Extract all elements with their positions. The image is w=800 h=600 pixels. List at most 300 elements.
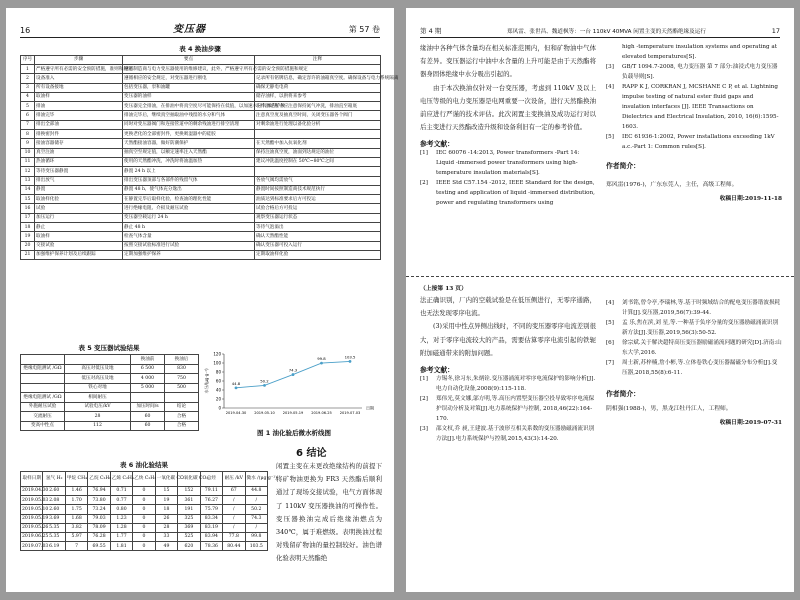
references-list	[420, 148, 596, 208]
table-cell: 静止 48 h	[123, 223, 255, 232]
reference-text: RAPP K J, CORKRAN J, MCSHANE C P, et al. Lightning impulse testing of natural ester fluid gaps and insulation interfaces [J]. IEEE Transactions on Dielectrics and Electrical Insulation, 2010, 16(6):1595-1603.	[622, 84, 779, 130]
references-list	[606, 298, 782, 378]
table-cell: 74.3	[245, 514, 267, 523]
table-cell: 确保无静电电荷	[255, 83, 381, 92]
y-axis-label: 水分/(μg·g⁻¹)	[204, 368, 209, 394]
table-cell: 0	[133, 542, 155, 551]
table-cell: 83.19	[200, 523, 222, 532]
table-row	[21, 148, 381, 157]
reference-text: 孟 乐,焦在滨,刘 星,等.一种基于负序分量的变压器励磁涌流识别新方法[J].变压器,2019,56(3):50-52.	[622, 320, 779, 336]
table-cell: 18	[155, 505, 177, 514]
table-cell: 14	[21, 185, 35, 194]
table-cell: 0	[133, 496, 155, 505]
x-tick-label: 2019.05.10	[254, 411, 275, 415]
table-cell: 排油完毕	[35, 111, 123, 120]
table-row	[21, 65, 381, 74]
table-cell: 1	[21, 65, 35, 74]
table-cell: 按照交接试验标准进行试验	[123, 241, 255, 250]
table-cell	[165, 393, 199, 403]
table-cell: 在天然酯中加入抗氧化剂	[255, 139, 381, 148]
table-cell: 0	[133, 532, 155, 541]
table-cell: 1.68	[65, 514, 87, 523]
table-header: 乙烯 C₂H₄	[110, 472, 132, 487]
table-cell: 取油样	[35, 232, 123, 241]
table-cell: 加压运行	[35, 213, 123, 222]
table-row	[21, 195, 381, 204]
table-cell: 定期加强维护保养	[123, 250, 255, 259]
reference-item	[420, 424, 596, 444]
table-cell: 静置 24 h 以上	[123, 167, 255, 176]
right-column-4	[606, 298, 782, 428]
right-column-3	[420, 284, 596, 444]
table-cell: 5.97	[65, 532, 87, 541]
right-column-1	[420, 42, 596, 208]
reference-text: 刘书铭,曾令亭,李瑞林,等.基于时频域结合的配电变压器谐波损耗计算[J].变压器,2019,56(7):39-44.	[622, 300, 781, 316]
table-cell: 28	[65, 412, 131, 422]
table-cell: 排油	[35, 102, 123, 111]
table-row	[21, 83, 381, 92]
data-label: 99.8	[317, 356, 326, 362]
author-heading: 作者简介：	[606, 390, 640, 398]
reference-number: [3]	[420, 426, 428, 433]
table6-caption: 表 6 油化验结果	[119, 461, 169, 469]
table-cell: 2	[21, 74, 35, 83]
table-cell: 绝缘电阻测试 /GΩ	[21, 364, 65, 374]
reference-text: high -temperature insulation systems and operating at elevated temperatures[S].	[622, 44, 777, 60]
table-row	[21, 102, 381, 111]
y-tick-label: 80	[215, 369, 221, 375]
reference-number: [1]	[420, 376, 428, 383]
table-row	[21, 241, 381, 250]
received-date: 收稿日期:2019-11-18	[719, 196, 782, 202]
reference-item	[606, 82, 782, 132]
table-cell: 26	[155, 514, 177, 523]
y-tick-label: 0	[218, 405, 221, 411]
reference-text: IEC 61936-1:2002, Power installations exceeding 1kV a.c.-Part 1: Common rules[S].	[622, 134, 775, 150]
table-cell: 83.34	[200, 514, 222, 523]
table-cell: 19	[155, 496, 177, 505]
table-cell: 等待气泡溢出	[255, 223, 381, 232]
table-row	[21, 542, 268, 551]
received-date: 收稿日期:2019-07-31	[719, 420, 782, 426]
table-header: 二氧化碳 CO₂	[178, 472, 200, 487]
page-header	[20, 22, 380, 38]
table-header: 注释	[255, 56, 381, 65]
table-cell: 在排油过程中应注意保持氮气冲洗，排油直至箱底	[255, 102, 381, 111]
author-heading: 作者简介：	[606, 162, 640, 170]
table-cell: 排出全部油	[35, 120, 123, 129]
table-cell: 试验	[35, 204, 123, 213]
data-label: 103.5	[344, 354, 356, 360]
reference-item	[606, 338, 782, 358]
table-cell: 遵循制造商与电力变压器使用的维修建议，此外，严格遵守所有必需的安全预防措施和规定	[123, 65, 255, 74]
table-header	[21, 355, 65, 365]
table-cell: 3	[21, 83, 35, 92]
body-paragraph: 由于本次换油仅针对一台变压器，考虑到 110kV 及以上电压等级的电力变压器是电网重要一次设备，进行天然酯换油前应进行严谨的技术评估。此次闲置主变换油及成功运行对以后主变进行天然酯改造升级和设备利旧有一定的参考价值。	[420, 83, 596, 132]
table-cell: 325	[178, 514, 200, 523]
table-header: 序号	[21, 56, 35, 65]
reference-number: [5]	[606, 320, 614, 326]
table-cell: 外施耐压试验	[21, 402, 65, 412]
reference-item	[420, 148, 596, 178]
y-tick-label: 100	[213, 360, 221, 366]
table-cell: 同时对变压器阀门和连接管道中的剩余残油进行排空清理	[123, 120, 255, 129]
volume-label: 第 57 卷	[348, 25, 380, 34]
table-cell: 112	[65, 421, 131, 431]
table-cell	[255, 130, 381, 139]
table-row	[21, 213, 381, 222]
table-cell: 2.60	[43, 487, 65, 496]
table-cell: 10	[21, 148, 35, 157]
table-cell: 交接试验	[35, 241, 123, 250]
table-cell: 静止	[35, 223, 123, 232]
table-cell: 152	[178, 487, 200, 496]
table-row	[21, 532, 268, 541]
reference-number: [4]	[606, 84, 614, 90]
table-cell: 结论	[165, 402, 199, 412]
table-cell: 15	[21, 195, 35, 204]
table-cell: 60	[131, 421, 165, 431]
table-header: 要点	[123, 56, 255, 65]
reference-item	[420, 394, 596, 424]
table-cell: 78.36	[200, 542, 222, 551]
table-cell: 80.44	[223, 542, 245, 551]
table-row	[21, 496, 268, 505]
table-cell: 77.8	[223, 532, 245, 541]
reference-item	[606, 42, 782, 62]
reference-item	[606, 318, 782, 338]
table-cell: 所有设备接地	[35, 83, 123, 92]
table-cell: 79.03	[88, 514, 110, 523]
table-cell: 73.80	[88, 496, 110, 505]
table-cell: 铁心对地	[65, 383, 131, 393]
reference-item	[606, 298, 782, 318]
x-tick-label: 2019.06.25	[311, 411, 332, 415]
x-tick-label: 2019.07.03	[339, 411, 361, 415]
reference-number: [4]	[606, 300, 614, 306]
table-cell: 1.23	[110, 514, 132, 523]
table-cell: 361	[178, 496, 200, 505]
table-row	[21, 185, 381, 194]
table-cell: 369	[178, 523, 200, 532]
table-cell	[255, 167, 381, 176]
reference-number: [5]	[606, 134, 614, 140]
table-cell: 检查气体含量	[123, 232, 255, 241]
table-cell: 0	[133, 523, 155, 532]
table-row	[21, 487, 268, 496]
reference-text: 周士新,苏梓楠,詹小彬,等.立体卷铁心变压器漏磁分布分析[J].变压器,2018,55(8):6-11.	[622, 360, 778, 376]
table-cell: 1.70	[65, 496, 87, 505]
table-row	[21, 421, 199, 431]
page-number: 16	[20, 26, 31, 35]
table-cell: 4 000	[131, 374, 165, 384]
table-cell: 103.5	[245, 542, 267, 551]
table-cell: 确认天然酯性能	[255, 232, 381, 241]
table-row	[21, 130, 381, 139]
table-cell: 191	[178, 505, 200, 514]
table-cell: /	[223, 505, 245, 514]
table-cell: 60	[131, 412, 165, 422]
table-cell: 67	[223, 487, 245, 496]
table-cell: 2019.05.19	[21, 514, 43, 523]
data-point	[292, 373, 295, 376]
table-header: 换油后	[165, 355, 199, 365]
table-cell: 49	[155, 542, 177, 551]
reference-text: 徐宗斌.关于解决超特高压变压器励磁涌流问题的研究[D].济南:山东大学,2016.	[622, 340, 782, 356]
table-cell: 合格	[165, 412, 199, 422]
reference-text: GB/T 1094.7-2008, 电力变压器 第 7 部分:油浸式电力变压器负载导则[S].	[622, 64, 778, 80]
table-row	[21, 505, 268, 514]
table-header: 一氧化碳 CO	[155, 472, 177, 487]
x-axis-label: 日期	[366, 405, 374, 411]
data-point	[320, 362, 323, 365]
table4	[20, 55, 399, 260]
table-cell: 设备准入	[35, 74, 123, 83]
data-label: 74.3	[288, 367, 298, 373]
table-header: 甲烷 CH₄	[65, 472, 87, 487]
table-cell: 包括变压器，泵和油罐	[123, 83, 255, 92]
table4-caption: 表 4 换油步骤	[179, 45, 221, 53]
table-row	[21, 523, 268, 532]
table-cell: 2019.07.03	[21, 542, 43, 551]
table-cell: 17	[21, 213, 35, 222]
table-cell: 遵循相应的安全规定，对变压器进行断电	[123, 74, 255, 83]
table-cell: 更换老化的全部密封件，更换吸湿器中的硅胶	[123, 130, 255, 139]
table-cell: 750	[165, 374, 199, 384]
table-cell: 5	[21, 102, 35, 111]
figure1	[202, 346, 386, 426]
table-header: 耐压 /kV	[223, 472, 245, 487]
table-cell: 50.2	[245, 505, 267, 514]
table-row	[21, 139, 381, 148]
x-tick-label: 2019.04.30	[225, 411, 247, 415]
table-cell: 76.94	[88, 487, 110, 496]
moisture-line-chart	[202, 346, 386, 426]
table-cell: 620	[178, 542, 200, 551]
reference-item	[606, 132, 782, 152]
table-cell: 500	[165, 383, 199, 393]
table-cell: 取油样化验	[35, 195, 123, 204]
right-column-2	[606, 42, 782, 204]
table-cell: 12	[21, 167, 35, 176]
table5-caption: 表 5 变压器试验结果	[78, 344, 140, 352]
page-header	[420, 22, 780, 38]
table-cell: 19	[21, 232, 35, 241]
table5	[20, 354, 199, 431]
table-cell: 0.80	[110, 505, 132, 514]
table-cell: 18	[21, 223, 35, 232]
section-heading: 6 结论	[296, 448, 327, 459]
article-separator	[406, 276, 794, 277]
table-header	[65, 355, 131, 365]
issue-label: 第 4 期	[420, 27, 442, 35]
table-cell: 4	[21, 92, 35, 101]
journal-logo: 变压器	[172, 24, 206, 35]
table-cell: 对剩余油进行处理以备化验分析	[255, 120, 381, 129]
left-page	[6, 8, 399, 592]
table-cell: 5 000	[131, 383, 165, 393]
table-cell: 取油样	[35, 92, 123, 101]
table-cell: 1.46	[65, 487, 87, 496]
table-header: 乙烷 C₂H₆	[88, 472, 110, 487]
table-cell: 确认变压器可投入运行	[255, 241, 381, 250]
reference-number: [6]	[606, 340, 614, 346]
table-cell: 热油循环	[35, 157, 123, 166]
table-cell: 2019.05.26	[21, 523, 43, 532]
table-cell: 83.94	[200, 532, 222, 541]
table-cell: 静置	[35, 185, 123, 194]
table-cell: 静置 48 h，使气体充分逸出	[123, 185, 255, 194]
table-cell: 保持注油真空度，油面到达规定的油位	[255, 148, 381, 157]
table-cell: 2019.04.30	[21, 487, 43, 496]
table-cell: 记录所有铭牌信息，确定容许的油箱真空度。确保设备与电力系统隔离	[255, 74, 381, 83]
table-cell: 0	[133, 514, 155, 523]
running-title: 郑风雷、张世昌、魏道枫等：一台 110kV 40MVA 闲置主变的天然酯绝缘及运行	[507, 29, 706, 35]
table-cell: 油质达到标准要求后方可投运	[255, 195, 381, 204]
table-cell: /	[245, 523, 267, 532]
y-tick-label: 120	[213, 351, 221, 357]
reference-item	[420, 178, 596, 208]
table-cell	[21, 383, 65, 393]
figure1-caption: 图 1 油化验后微水析线图	[256, 429, 332, 437]
data-point	[349, 360, 352, 363]
table-cell: 加强维护保养计划及后续跟踪	[35, 250, 123, 259]
table-cell: 7	[21, 120, 35, 129]
table-cell: 变压器完全排油，在排油中将真空度尽可能保持在低值，以加速水分气体的扩散	[123, 102, 255, 111]
table-cell: 2.60	[43, 505, 65, 514]
table-cell: 2019.05.10	[21, 505, 43, 514]
table-cell: 排换密封件	[35, 130, 123, 139]
table-cell: 0	[133, 505, 155, 514]
table-row	[21, 204, 381, 213]
table-row	[21, 92, 381, 101]
reference-item	[420, 374, 596, 394]
table-cell: 99.8	[245, 532, 267, 541]
table-cell: 1.77	[110, 532, 132, 541]
table-cell: 注意真空度及抽真空时间，关闭变压器各个阀门	[255, 111, 381, 120]
y-tick-label: 40	[215, 387, 221, 393]
table-cell: 830	[165, 364, 199, 374]
table-cell: 变高中性点	[21, 421, 65, 431]
table-cell: 排出放气	[35, 176, 123, 185]
x-tick-label: 2019.05.19	[282, 411, 304, 415]
table-cell: 6.19	[43, 542, 65, 551]
table-cell: 6 500	[131, 364, 165, 374]
references-list	[420, 374, 596, 444]
table-cell: 定期取油样化验	[255, 250, 381, 259]
table-row	[21, 402, 199, 412]
table-cell: 78.09	[88, 523, 110, 532]
table-cell: 525	[178, 532, 200, 541]
table-cell: 0.77	[110, 496, 132, 505]
table-cell: 8	[21, 130, 35, 139]
reference-number	[606, 42, 622, 62]
table-cell: 绝缘电阻测试 /GΩ	[21, 393, 65, 403]
y-tick-label: 60	[215, 378, 221, 384]
reference-text: 方锡冬,徐习东,朱炳铨.变压器涌流对零序电流保护的影响分析[J].电力自动化设备,2008(9):115-118.	[436, 376, 596, 393]
table-cell	[21, 374, 65, 384]
reference-number: [2]	[420, 180, 428, 187]
table-cell: 0	[133, 487, 155, 496]
table-row	[21, 74, 381, 83]
table-cell: 15	[155, 487, 177, 496]
table-row	[21, 514, 268, 523]
table-cell: 44.8	[245, 487, 267, 496]
table-cell: 7	[65, 542, 87, 551]
table-cell: 73.24	[88, 505, 110, 514]
table-header: 总烃	[200, 472, 222, 487]
table-cell: 3.82	[65, 523, 87, 532]
table-row	[21, 157, 381, 166]
table-row	[21, 111, 381, 120]
data-point	[263, 384, 266, 387]
table-cell: 9	[21, 139, 35, 148]
table-cell	[131, 393, 165, 403]
table-cell: 低压对高压及地	[65, 374, 131, 384]
table-row	[21, 374, 199, 384]
table-row	[21, 176, 381, 185]
table-cell: 1.75	[65, 505, 87, 514]
table-cell: 16	[21, 204, 35, 213]
table-cell: 抽真空至规定值，以额定速率注入天然酯	[123, 148, 255, 157]
conclusion-text: 闲置主变在未更改绝缘结构的前提下将矿物油更换为 FR3 天然酯后顺利通过了现场交接试验，电气方面体现了 110kV 变压器换油的可操作性。变压器换油完成后绝缘油燃点为 340℃，属于难燃级。表明换油过程对残留矿物油的量控制较好。油色谱化验表明天然酯绝	[276, 462, 382, 563]
table-cell: 合格	[165, 421, 199, 431]
page-number: 17	[771, 27, 780, 35]
table-cell: /	[223, 523, 245, 532]
table-header: 氢气 H₂	[43, 472, 65, 487]
table-cell: 75.79	[200, 505, 222, 514]
table-row	[21, 167, 381, 176]
table-cell: 2019.05.03	[21, 496, 43, 505]
table-cell: 13	[21, 176, 35, 185]
table-cell: 5.35	[43, 523, 65, 532]
reference-item	[606, 62, 782, 82]
table6	[20, 471, 277, 551]
table-row	[21, 364, 199, 374]
table-cell: 2.08	[43, 496, 65, 505]
y-tick-label: 20	[215, 396, 221, 402]
references-heading: 参考文献：	[420, 366, 454, 375]
table-header: 取样日期	[21, 472, 43, 487]
table-cell: 变压器空载运行 24 h	[123, 213, 255, 222]
table-cell: 28	[155, 523, 177, 532]
table-row	[21, 120, 381, 129]
continued-label: （上接第 13 页）	[420, 286, 467, 292]
table-cell: 2019.06.25	[21, 532, 43, 541]
table-cell: /	[223, 514, 245, 523]
table-cell: 变压器的油样	[123, 92, 255, 101]
table-cell: 6	[21, 111, 35, 120]
table-row	[21, 383, 199, 393]
table-cell: 0.71	[110, 487, 132, 496]
body-paragraph: 法正确识别，厂内的空载试验是在低压侧进行，无零序通路，也无法发现零序电流。	[420, 296, 596, 318]
table-cell: 69.55	[88, 542, 110, 551]
data-label: 50.2	[260, 378, 269, 384]
table-cell: 严格遵守所有必需的安全预防措施，准则和规定	[35, 65, 123, 74]
reference-text: 邵文权,乔 昶,王建波.基于波形互相关系数的变压器励磁涌流识别方法[J].电力系统保护与控制,2015,43(3):14-20.	[436, 426, 595, 443]
table-cell: 1.81	[110, 542, 132, 551]
reference-text: IEC 60076 -14:2013, Power transformers -Part 14: Liquid -immersed power transformers using high-temperature insulation materials[S].	[436, 150, 580, 177]
table-cell: 真空注油	[35, 148, 123, 157]
table-cell: 储存油样，以供将来参考	[255, 92, 381, 101]
table-cell: 高压对低压及地	[65, 364, 131, 374]
table-cell: 天然酯接油容器，做好防潮保护	[123, 139, 255, 148]
table-header: 步骤	[35, 56, 123, 65]
table-cell: 79.11	[200, 487, 222, 496]
body-paragraph: (3)采用中性点异侧出线时，不同的变压器零序电流差别很大，对于零序电流较大的产品，需要估算零序电流引起的铁轭附加磁通带来的附加问题。	[420, 322, 596, 357]
table-cell: /	[245, 496, 267, 505]
table-cell: 进行绝缘电阻、介损及耐压试验	[123, 204, 255, 213]
